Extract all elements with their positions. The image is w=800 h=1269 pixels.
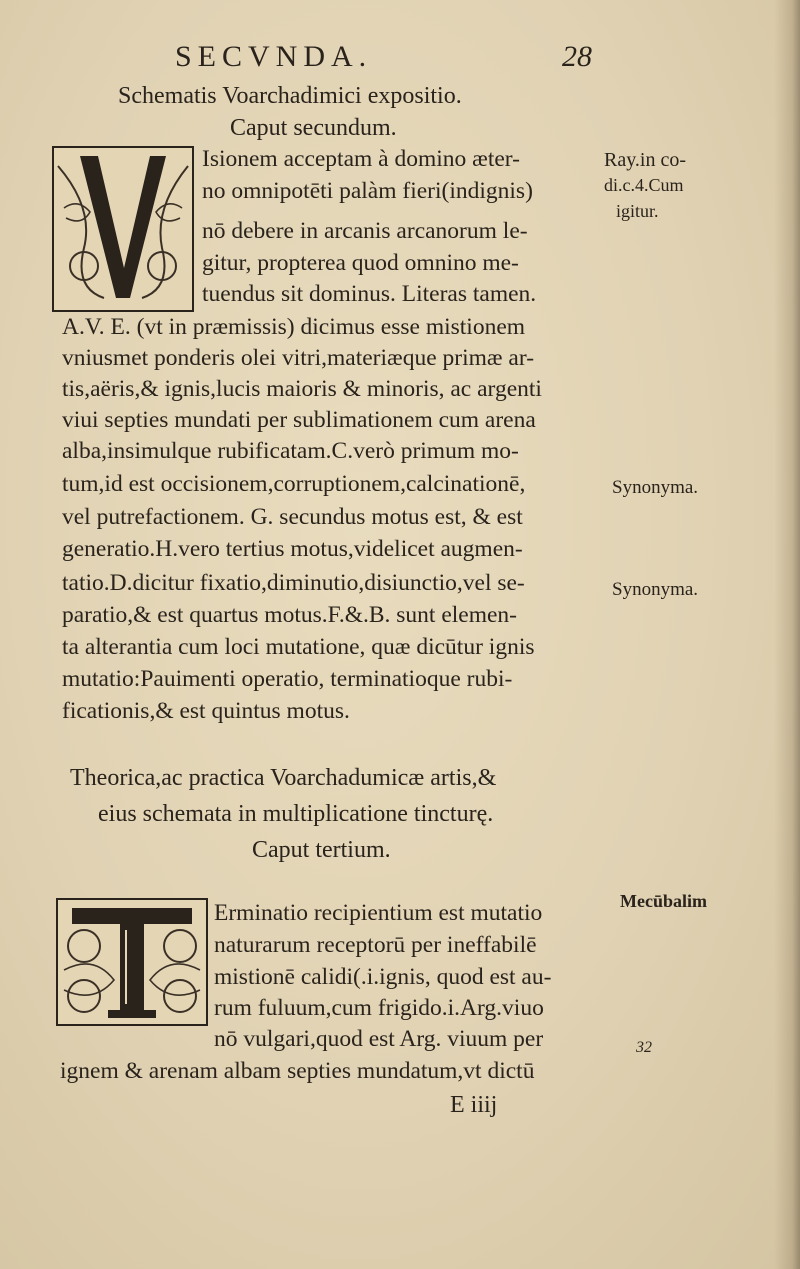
chapter2-heading: Schematis Voarchadimici expositio. <box>118 83 462 109</box>
chapter2-text-line: vniusmet ponderis olei vitri,materiæque primæ ar- <box>62 345 535 371</box>
decorated-initial-t <box>56 898 208 1026</box>
chapter3-text-line: nō vulgari,quod est Arg. viuum per <box>214 1026 544 1052</box>
chapter2-text-line: A.V. E. (vt in præmissis) dicimus esse mistionem <box>62 314 526 340</box>
page-edge-shadow <box>774 0 800 1269</box>
chapter2-text-line: ta alterantia cum loci mutatione, quæ dicūtur ignis <box>62 634 535 660</box>
handwritten-scribble: 32 <box>636 1039 652 1056</box>
signature-mark: E iiij <box>450 1092 498 1118</box>
decorated-initial-v <box>52 146 194 312</box>
chapter2-text-line: vel putrefactionem. G. secundus motus est, & est <box>62 504 523 530</box>
chapter2-text-line: viui septies mundati per sublimationem cum arena <box>62 407 536 433</box>
chapter2-text-line: tatio.D.dicitur fixatio,diminutio,disiunctio,vel se- <box>62 570 525 596</box>
chapter2-subheading: Caput secundum. <box>230 115 397 141</box>
running-head-title: SECVNDA. <box>175 40 373 73</box>
initial-t-ornament <box>58 900 206 1024</box>
chapter2-text-line: paratio,& est quartus motus.F.&.B. sunt elemen- <box>62 602 518 628</box>
chapter2-text-line: tum,id est occisionem,corruptionem,calcinationē, <box>62 471 526 497</box>
chapter3-text-line: ignem & arenam albam septies mundatum,vt dictū <box>60 1058 535 1084</box>
chapter3-subheading: Caput tertium. <box>252 837 391 863</box>
chapter3-text-line: Erminatio recipientium est mutatio <box>214 900 543 926</box>
chapter3-heading: Theorica,ac practica Voarchadumicæ artis,& <box>70 765 497 791</box>
chapter2-text-line: mutatio:Pauimenti operatio, terminatioque rubi- <box>62 666 513 692</box>
marginal-note-synonyma: Synonyma. <box>612 579 699 600</box>
chapter2-text-line: no omnipotēti palàm fieri(indignis) <box>202 178 533 204</box>
chapter2-text-line: tuendus sit dominus. Literas tamen. <box>202 281 537 307</box>
initial-v-ornament <box>54 148 192 310</box>
chapter2-text-line: Isionem acceptam à domino æter- <box>202 146 520 172</box>
marginal-note-ray: igitur. <box>616 201 659 221</box>
marginal-note-mecubalim: Mecūbalim <box>620 891 707 911</box>
chapter3-text-line: rum fuluum,cum frigido.i.Arg.viuo <box>214 995 544 1021</box>
chapter2-text-line: gitur, propterea quod omnino me- <box>202 250 519 276</box>
chapter3-heading-line2: eius schemata in multiplicatione tincturę. <box>98 801 494 827</box>
chapter3-text-line: mistionē calidi(.i.ignis, quod est au- <box>214 964 552 990</box>
chapter2-text-line: ficationis,& est quintus motus. <box>62 698 350 724</box>
chapter2-text-line: tis,aëris,& ignis,lucis maioris & minoris, ac argenti <box>62 376 542 402</box>
marginal-note-ray: di.c.4.Cum <box>604 175 684 195</box>
chapter2-text-line: generatio.H.vero tertius motus,videlicet augmen- <box>62 536 523 562</box>
marginal-note-ray: Ray.in co- <box>604 149 687 171</box>
chapter2-text-line: alba,insimulque rubificatam.C.verò primum mo- <box>62 438 519 464</box>
marginal-note-synonyma: Synonyma. <box>612 477 699 498</box>
chapter2-text-line: nō debere in arcanis arcanorum le- <box>202 218 528 244</box>
page-number: 28 <box>562 40 592 73</box>
chapter3-text-line: naturarum receptorū per ineffabilē <box>214 932 537 958</box>
